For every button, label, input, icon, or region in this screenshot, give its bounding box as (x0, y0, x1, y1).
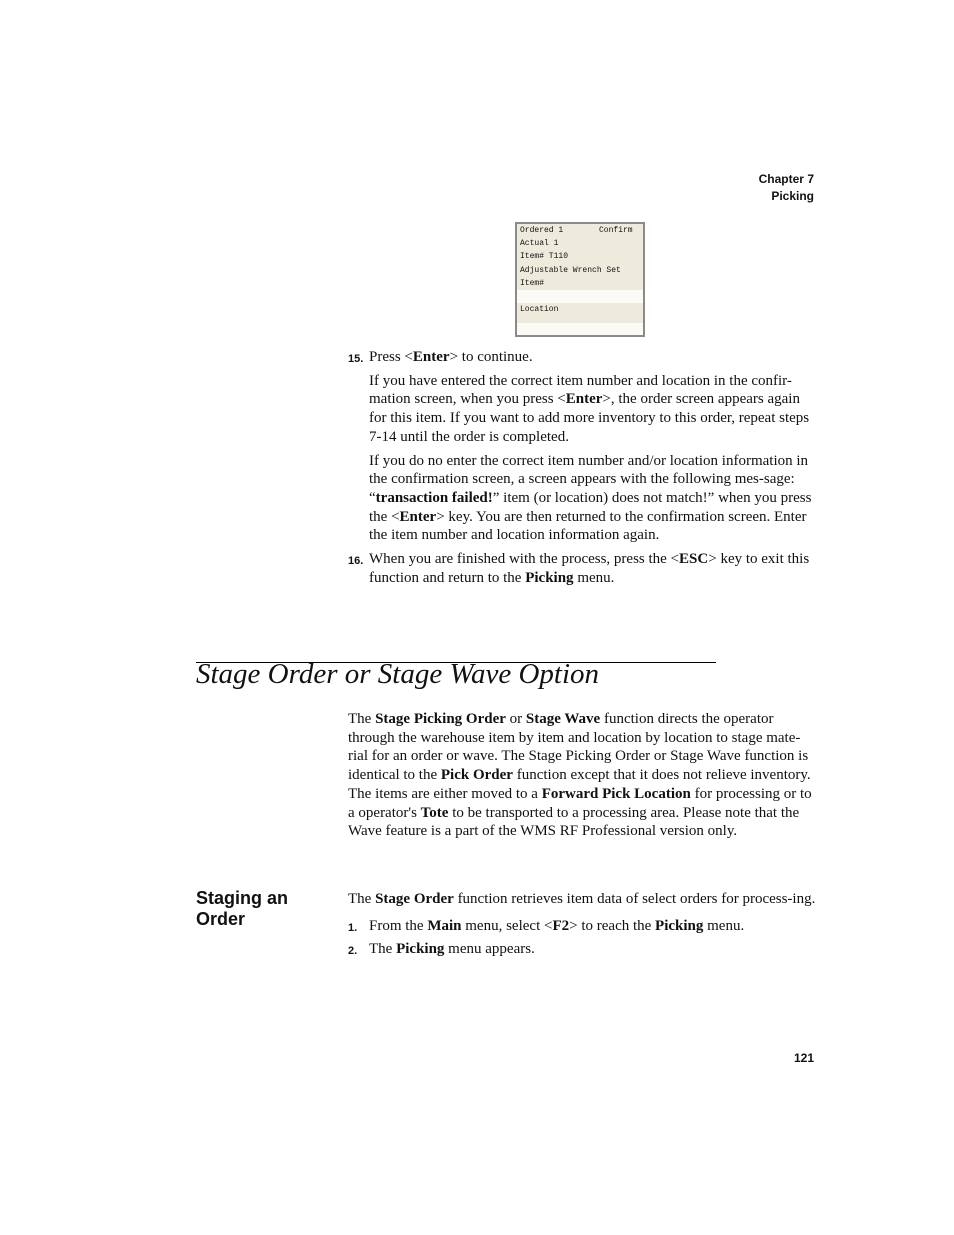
rf-row-ordered (517, 224, 643, 237)
rf-location-field[interactable]: Location (520, 305, 559, 315)
step-16 (348, 550, 816, 587)
chapter-section-label: Picking (771, 189, 814, 203)
step-text: When you are finished with the process, press the <ESC> key to exit this function and return to the Picking menu. (369, 551, 810, 586)
step-number: 1. (348, 921, 358, 934)
step-text: Press <Enter> to continue. (369, 349, 533, 365)
paragraph-incorrect-entry: If you do no enter the correct item number and/or location information in the confirmation screen, a screen appears with the following mes-sage: “transaction failed!” item (or location) does not match!” when you press the <Enter> key. You are then returned to the confirmation screen. Enter the item number and location information again. (369, 452, 812, 544)
rf-ordered: Ordered 1 (520, 226, 564, 235)
step-2 (348, 940, 816, 959)
step-number: 2. (348, 945, 358, 958)
rf-confirm-screen (515, 222, 645, 337)
rf-bottom-strip (517, 323, 643, 335)
page-number: 121 (793, 1051, 814, 1065)
subsection-title: Staging an Order (196, 888, 289, 929)
steps-top (348, 348, 816, 587)
section-title: Stage Order or Stage Wave Option (196, 658, 599, 690)
step-number: 15. (348, 353, 364, 365)
step-1 (348, 917, 816, 936)
subsection-intro: The Stage Order function retrieves item data of select orders for process-ing. (348, 891, 816, 907)
rf-row-actual: Actual 1 (520, 239, 559, 249)
subsection-body (348, 890, 816, 959)
step-number: 16. (348, 555, 364, 568)
rf-row-item-number: Item# T110 (520, 252, 569, 262)
step-15 (348, 348, 816, 367)
rf-confirm: Confirm (599, 226, 633, 235)
rf-item-field[interactable]: Item# (520, 278, 545, 288)
rf-row-description: Adjustable Wrench Set (520, 265, 621, 275)
step-text: The Picking menu appears. (369, 941, 535, 958)
running-header (759, 171, 814, 205)
section-intro: The Stage Picking Order or Stage Wave function directs the operator through the warehouse item by item and location by location to stage mate-rial for an order or wave. The Stage Picking Order or Stage Wave function is identical to the Pick Order function except that it does not relieve inventory. The items are either moved to a Forward Pick Location for processing or to a operator's Tote to be transported to a processing area. Please note that the Wave feature is a part of the WMS RF Professional version only. (348, 711, 812, 840)
paragraph-correct-entry: If you have entered the correct item number and location in the confir-mation screen, when you press <Enter>, the order screen appears again for this item. If you want to add more inventory to this order, repeat steps 7-14 until the order is completed. (369, 372, 810, 445)
chapter-label: Chapter 7 (758, 172, 814, 186)
rf-blank-row (517, 290, 643, 303)
step-text: From the Main menu, select <F2> to reach the Picking menu. (369, 917, 745, 934)
